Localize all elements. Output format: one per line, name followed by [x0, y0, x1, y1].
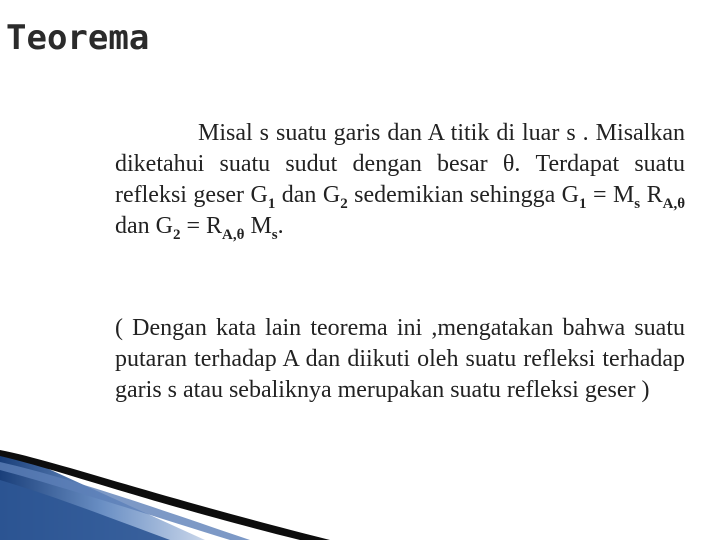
theorem-text-7: = R — [180, 213, 223, 239]
subscript: A,θ — [662, 195, 686, 212]
theorem-text-5: R — [640, 182, 663, 208]
slide-title: Teorema — [6, 18, 150, 58]
theorem-statement — [115, 118, 685, 242]
subscript: 1 — [267, 195, 276, 212]
decorative-swoosh — [0, 440, 720, 540]
theorem-text-9: . — [277, 213, 284, 239]
theorem-text-1: Misal s suatu garis dan A titik di luar s . Misalkan diketahui suatu sudut dengan besar θ. Terdapat suatu refleksi geser G — [115, 120, 685, 208]
subscript: 2 — [340, 195, 348, 212]
subscript: s — [634, 195, 641, 212]
explanation-paragraph: ( Dengan kata lain teorema ini ,mengatakan bahwa suatu putaran terhadap A dan diikuti oleh suatu refleksi terhadap garis s atau sebaliknya merupakan suatu refleksi geser ) — [115, 315, 685, 403]
theorem-text-8: M — [244, 213, 272, 239]
subscript: s — [271, 226, 278, 243]
subscript: 1 — [579, 195, 587, 212]
theorem-text-3: sedemikian sehingga G — [347, 182, 580, 208]
subscript: 2 — [172, 226, 181, 243]
theorem-text-6: dan G — [115, 213, 173, 239]
theorem-text-4: = M — [586, 182, 635, 208]
subscript: A,θ — [222, 226, 245, 243]
theorem-text-2: dan G — [275, 182, 341, 208]
